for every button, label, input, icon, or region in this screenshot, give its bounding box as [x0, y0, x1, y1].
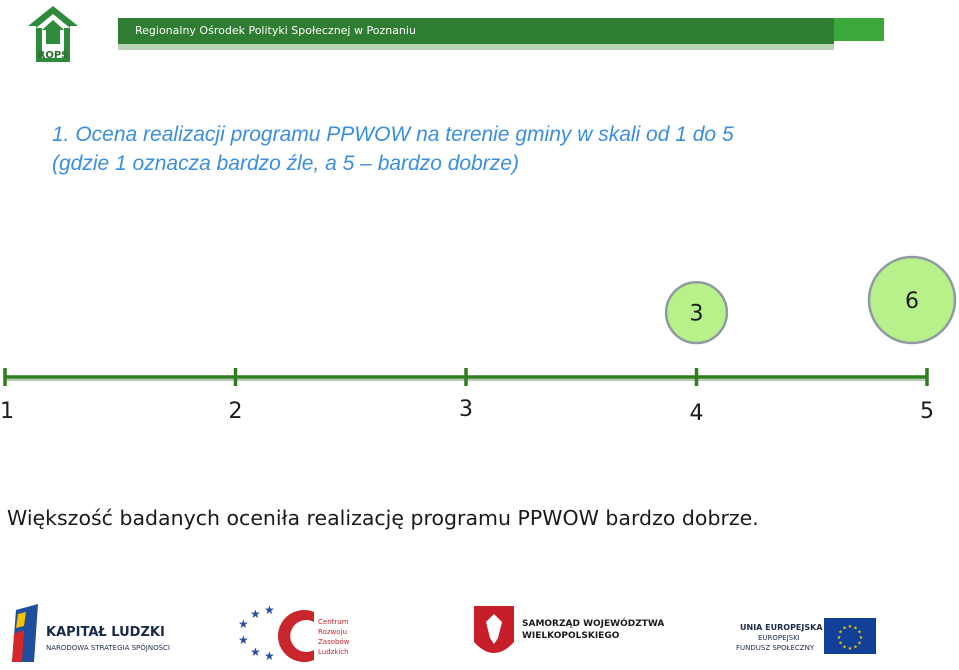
svg-text:★: ★ — [264, 603, 275, 617]
rating-scale-chart — [0, 230, 959, 440]
svg-text:★: ★ — [250, 645, 261, 659]
org-name: Regionalny Ośrodek Polityki Społecznej w Poznaniu — [135, 24, 416, 37]
crzl-line-4: Ludzkich — [318, 648, 349, 656]
eu-star-icon: ★ — [853, 644, 858, 651]
scale-tick-labels — [0, 397, 934, 426]
eu-star-icon: ★ — [857, 640, 862, 647]
kapital-ludzki-logo — [10, 604, 170, 664]
rops-logo-text: ROPS — [37, 50, 69, 61]
eu-star-icon: ★ — [858, 635, 864, 641]
tick-label: 3 — [459, 397, 473, 422]
title-line-1: 1. Ocena realizacji programu PPWOW na terenie gminy w skali od 1 do 5 — [52, 123, 734, 146]
header-bar-shadow — [118, 44, 834, 50]
eu-star-icon: ★ — [836, 635, 842, 641]
tick-label: 1 — [0, 399, 14, 424]
svg-text:★: ★ — [238, 633, 249, 647]
ue-efs-logo — [730, 606, 890, 662]
eu-star-icon: ★ — [838, 629, 843, 636]
kl-title: KAPITAŁ LUDZKI — [46, 625, 165, 640]
crzl-line-3: Zasobów — [318, 638, 350, 646]
svg-text:★: ★ — [264, 649, 275, 663]
response-bubbles — [666, 257, 955, 343]
svg-text:★: ★ — [238, 617, 249, 631]
conclusion-text: Większość badanych oceniła realizację programu PPWOW bardzo dobrze. — [7, 506, 759, 530]
eu-star-icon: ★ — [842, 644, 847, 651]
kl-subtitle: NARODOWA STRATEGIA SPÓJNOŚCI — [46, 644, 170, 652]
samorzad-logo — [472, 604, 665, 664]
tick-label: 5 — [920, 399, 934, 424]
eu-star-icon: ★ — [853, 625, 858, 632]
svg-text:★: ★ — [250, 607, 261, 621]
slide-title — [52, 120, 912, 178]
title-line-2: (gdzie 1 oznacza bardzo źle, a 5 – bardzo dobrze) — [52, 152, 519, 175]
eu-star-icon: ★ — [857, 629, 862, 636]
samorzad-line-2: WIELKOPOLSKIEGO — [522, 631, 620, 641]
tick-label: 2 — [228, 399, 243, 424]
samorzad-line-1: SAMORZĄD WOJEWÓDZTWA — [522, 619, 665, 629]
ue-line-1: UNIA EUROPEJSKA — [740, 623, 823, 632]
crzl-line-1: Centrum — [318, 618, 349, 626]
eu-star-icon: ★ — [847, 624, 853, 630]
eu-star-icon: ★ — [838, 640, 843, 647]
header-bar-accent — [834, 18, 884, 41]
tick-label: 4 — [689, 401, 704, 426]
eu-star-icon: ★ — [842, 625, 847, 632]
ue-line-3: FUNDUSZ SPOŁECZNY — [736, 644, 815, 652]
bubble-label: 6 — [905, 289, 919, 314]
eu-star-icon: ★ — [847, 646, 853, 652]
rops-logo — [26, 4, 80, 64]
header-bar — [118, 18, 834, 44]
crzl-logo — [236, 604, 376, 664]
crzl-line-2: Rozwoju — [318, 628, 347, 636]
bubble-label: 3 — [689, 301, 704, 327]
ue-line-2: EUROPEJSKI — [758, 634, 800, 642]
